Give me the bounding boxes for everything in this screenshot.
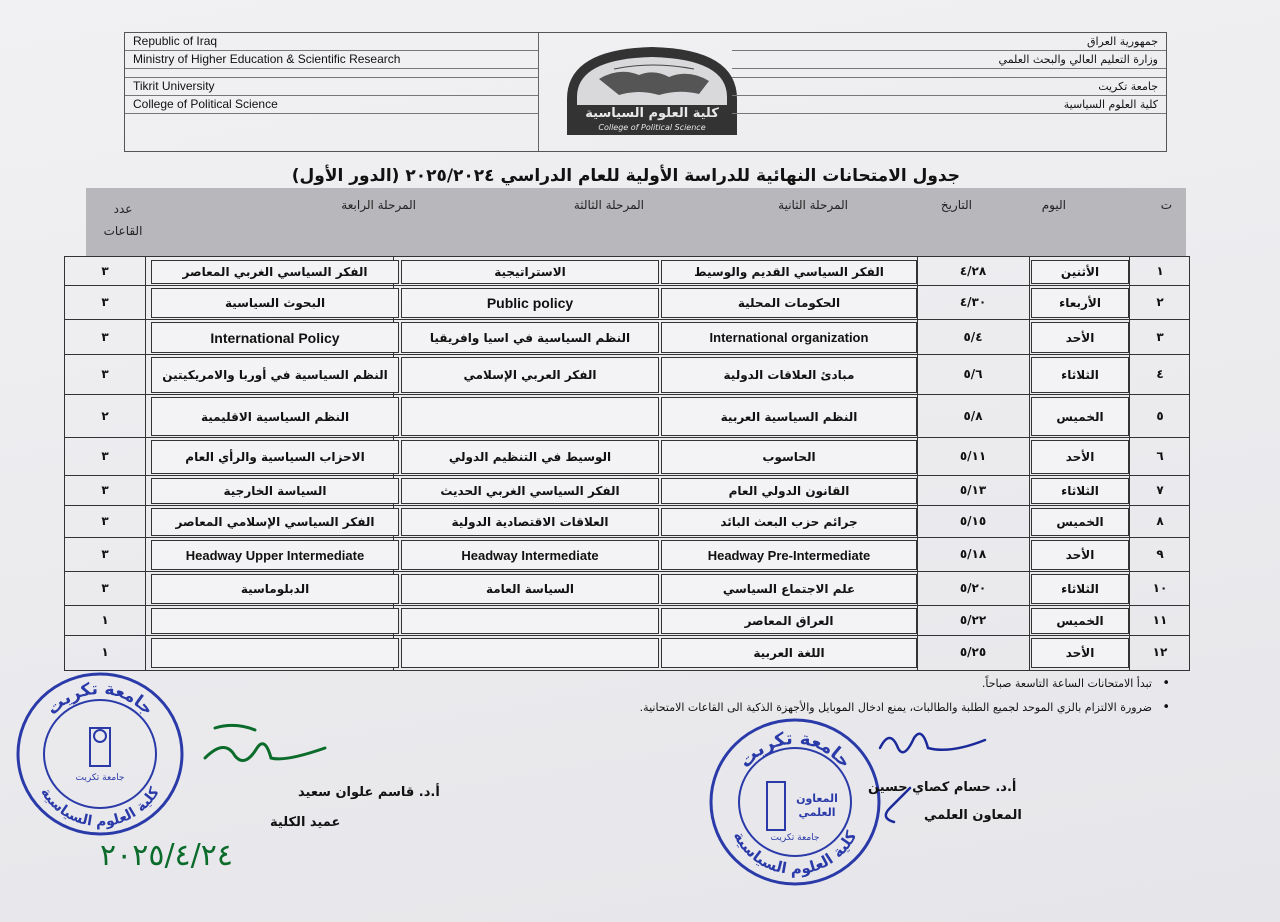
- table-row: [65, 505, 1189, 537]
- cell-num: ١٠: [1152, 581, 1168, 595]
- col-header-stage4: المرحلة الرابعة: [341, 198, 416, 212]
- left-stamp-bottom-text: كلية العلوم السياسية: [37, 784, 163, 831]
- table-row: [65, 537, 1189, 571]
- cell-day: الخميس: [1031, 608, 1129, 634]
- cell-halls: ٣: [101, 581, 109, 595]
- cell-stage2: International organization: [661, 322, 917, 353]
- cell-date: ٥/٢٠: [959, 581, 987, 595]
- svg-text:جامعة تكريت: [735, 728, 855, 772]
- col-header-stage3: المرحلة الثالثة: [573, 198, 644, 212]
- logo-english: College of Political Science: [598, 123, 706, 132]
- cell-day: الأربعاء: [1031, 288, 1129, 318]
- table-row: [65, 605, 1189, 635]
- header-divider: [538, 33, 539, 151]
- dean-title: عميد الكلية: [270, 815, 341, 830]
- assistant-name: أ.د. حسام كصاي حسين: [868, 780, 1017, 795]
- cell-num: ٣: [1156, 329, 1164, 344]
- cell-stage4: [151, 638, 399, 668]
- cell-halls: ٣: [101, 264, 109, 278]
- table-row: [65, 257, 1189, 285]
- cell-num: ٢: [1156, 295, 1164, 309]
- cell-date: ٥/٨: [963, 408, 983, 423]
- cell-stage4: International Policy: [151, 322, 399, 353]
- cell-day: الثلاثاء: [1031, 574, 1129, 604]
- col-header-halls: عدد القاعات: [103, 202, 143, 238]
- cell-stage3: [401, 397, 659, 436]
- cell-stage2: العراق المعاصر: [661, 608, 917, 634]
- cell-stage4: البحوث السياسية: [151, 288, 399, 318]
- cell-date: ٥/١٥: [959, 514, 987, 528]
- cell-halls: ٢: [101, 408, 109, 423]
- note-start-time: • تبدأ الامتحانات الساعة التاسعة صباحاً.: [560, 676, 1170, 700]
- cell-day: الأحد: [1031, 540, 1129, 570]
- letterhead-arabic: [732, 33, 1166, 151]
- col-header-day: اليوم: [1041, 198, 1066, 212]
- cell-day: الأحد: [1031, 440, 1129, 474]
- cell-stage4: الفكر السياسي الغربي المعاصر: [151, 260, 399, 284]
- cell-date: ٥/١٣: [959, 483, 987, 497]
- cell-stage2: القانون الدولي العام: [661, 478, 917, 504]
- table-row: [65, 635, 1189, 669]
- cell-date: ٥/٤: [963, 329, 983, 344]
- cell-stage4: [151, 608, 399, 634]
- header-country-ar: جمهورية العراق: [732, 33, 1166, 51]
- cell-stage3: Headway Intermediate: [401, 540, 659, 570]
- table-header: [86, 188, 1186, 256]
- right-stamp-top-text: جامعة تكريت: [734, 727, 856, 773]
- cell-stage3: الوسيط في التنظيم الدولي: [401, 440, 659, 474]
- cell-stage3: النظم السياسية في اسيا وافريقيا: [401, 322, 659, 353]
- right-stamp-inner-2: العلمي: [798, 806, 836, 819]
- cell-stage4: الدبلوماسية: [151, 574, 399, 604]
- cell-stage3: الفكر العربي الإسلامي: [401, 357, 659, 393]
- cell-stage2: اللغة العربية: [661, 638, 917, 668]
- cell-stage2: الحكومات المحلية: [661, 288, 917, 318]
- col-header-stage2: المرحلة الثانية: [778, 198, 848, 212]
- cell-date: ٥/١٨: [959, 547, 987, 561]
- cell-stage2: جرائم حزب البعث البائد: [661, 508, 917, 536]
- header-ministry: Ministry of Higher Education & Scientific Research: [125, 51, 539, 69]
- cell-day: الخميس: [1031, 397, 1129, 436]
- cell-num: ٨: [1156, 514, 1164, 528]
- cell-stage3: Public policy: [401, 288, 659, 318]
- exam-table: [64, 256, 1190, 671]
- right-stamp: [705, 712, 885, 892]
- col-header-date: التاريخ: [940, 198, 972, 212]
- cell-halls: ١: [101, 613, 109, 627]
- dean-date: ٢٠٢٥/٤/٢٤: [100, 838, 234, 873]
- college-logo: [559, 39, 745, 143]
- right-stamp-inner-3: جامعة تكريت: [770, 833, 820, 843]
- cell-num: ٩: [1156, 547, 1164, 561]
- header-university: Tikrit University: [125, 78, 539, 96]
- letterhead-english: [125, 33, 539, 151]
- cell-stage4: النظم السياسية في أوربا والامريكيتين: [151, 357, 399, 393]
- cell-stage4: النظم السياسية الاقليمية: [151, 397, 399, 436]
- left-stamp-inner-text: جامعة تكريت: [75, 773, 125, 783]
- cell-date: ٥/٢٥: [959, 645, 987, 659]
- cell-num: ٦: [1156, 449, 1164, 463]
- cell-halls: ٣: [101, 329, 109, 344]
- col-header-num: ت: [1160, 198, 1172, 212]
- cell-stage2: الحاسوب: [661, 440, 917, 474]
- cell-stage3: الفكر السياسي الغربي الحديث: [401, 478, 659, 504]
- cell-halls: ١: [101, 645, 109, 659]
- cell-num: ٥: [1156, 408, 1164, 423]
- table-row: [65, 319, 1189, 354]
- table-row: [65, 437, 1189, 475]
- header-country: Republic of Iraq: [125, 33, 539, 51]
- cell-date: ٤/٣٠: [959, 295, 987, 309]
- table-row: [65, 285, 1189, 319]
- letterhead: [124, 32, 1167, 152]
- cell-stage4: Headway Upper Intermediate: [151, 540, 399, 570]
- table-row: [65, 571, 1189, 605]
- cell-stage2: Headway Pre-Intermediate: [661, 540, 917, 570]
- cell-stage2: علم الاجتماع السياسي: [661, 574, 917, 604]
- cell-day: الثلاثاء: [1031, 478, 1129, 504]
- cell-num: ١١: [1152, 613, 1168, 627]
- cell-num: ١٢: [1152, 645, 1168, 659]
- cell-date: ٥/٦: [963, 367, 983, 381]
- cell-date: ٥/١١: [959, 449, 987, 463]
- header-college: College of Political Science: [125, 96, 539, 114]
- cell-num: ٤: [1156, 367, 1164, 381]
- cell-day: الثلاثاء: [1031, 357, 1129, 393]
- page-title: جدول الامتحانات النهائية للدراسة الأولية للعام الدراسي ٢٠٢٥/٢٠٢٤ (الدور الأول): [291, 166, 960, 186]
- cell-date: ٥/٢٢: [959, 613, 987, 627]
- cell-date: ٤/٢٨: [959, 264, 987, 278]
- table-row: [65, 354, 1189, 394]
- cell-stage2: مبادئ العلاقات الدولية: [661, 357, 917, 393]
- cell-stage4: الاحزاب السياسية والرأي العام: [151, 440, 399, 474]
- cell-halls: ٣: [101, 295, 109, 309]
- cell-halls: ٣: [101, 483, 109, 497]
- cell-stage3: [401, 638, 659, 668]
- cell-stage2: الفكر السياسي القديم والوسيط: [661, 260, 917, 284]
- right-stamp-bottom-text: كلية العلوم السياسية: [729, 827, 861, 879]
- note-dress-code: • ضرورة الالتزام بالزي الموحد لجميع الطلبة والطالبات، يمنع ادخال الموبايل والأجهزة الذكية الى القاعات الامتحانية.: [560, 700, 1170, 724]
- left-stamp: [10, 666, 190, 842]
- header-university-ar: جامعة تكريت: [732, 78, 1166, 96]
- cell-day: الخميس: [1031, 508, 1129, 536]
- cell-halls: ٣: [101, 367, 109, 381]
- header-ministry-ar: وزارة التعليم العالي والبحث العلمي: [732, 51, 1166, 69]
- cell-stage2: النظم السياسية العربية: [661, 397, 917, 436]
- header-spacer-ar: [732, 69, 1166, 78]
- cell-halls: ٣: [101, 449, 109, 463]
- cell-halls: ٣: [101, 547, 109, 561]
- cell-stage3: السياسة العامة: [401, 574, 659, 604]
- logo-arabic: كلية العلوم السياسية: [585, 106, 719, 121]
- cell-num: ١: [1156, 264, 1164, 278]
- header-spacer: [125, 69, 539, 78]
- cell-day: الأحد: [1031, 638, 1129, 668]
- cell-stage3: الاستراتيجية: [401, 260, 659, 284]
- cell-stage3: العلاقات الاقتصادية الدولية: [401, 508, 659, 536]
- right-stamp-inner-1: المعاون: [796, 792, 838, 805]
- cell-stage4: الفكر السياسي الإسلامي المعاصر: [151, 508, 399, 536]
- cell-day: الأحد: [1031, 322, 1129, 353]
- table-row: [65, 475, 1189, 505]
- cell-stage4: السياسة الخارجية: [151, 478, 399, 504]
- dean-signature: [195, 718, 335, 778]
- cell-day: الأثنين: [1031, 260, 1129, 284]
- assistant-title: المعاون العلمي: [924, 808, 1022, 823]
- left-stamp-top-text: جامعة تكريت: [42, 678, 158, 720]
- cell-halls: ٣: [101, 514, 109, 528]
- dean-name: أ.د. قاسم علوان سعيد: [298, 785, 440, 800]
- cell-stage3: [401, 608, 659, 634]
- header-college-ar: كلية العلوم السياسية: [732, 96, 1166, 114]
- cell-num: ٧: [1156, 483, 1164, 497]
- table-row: [65, 394, 1189, 437]
